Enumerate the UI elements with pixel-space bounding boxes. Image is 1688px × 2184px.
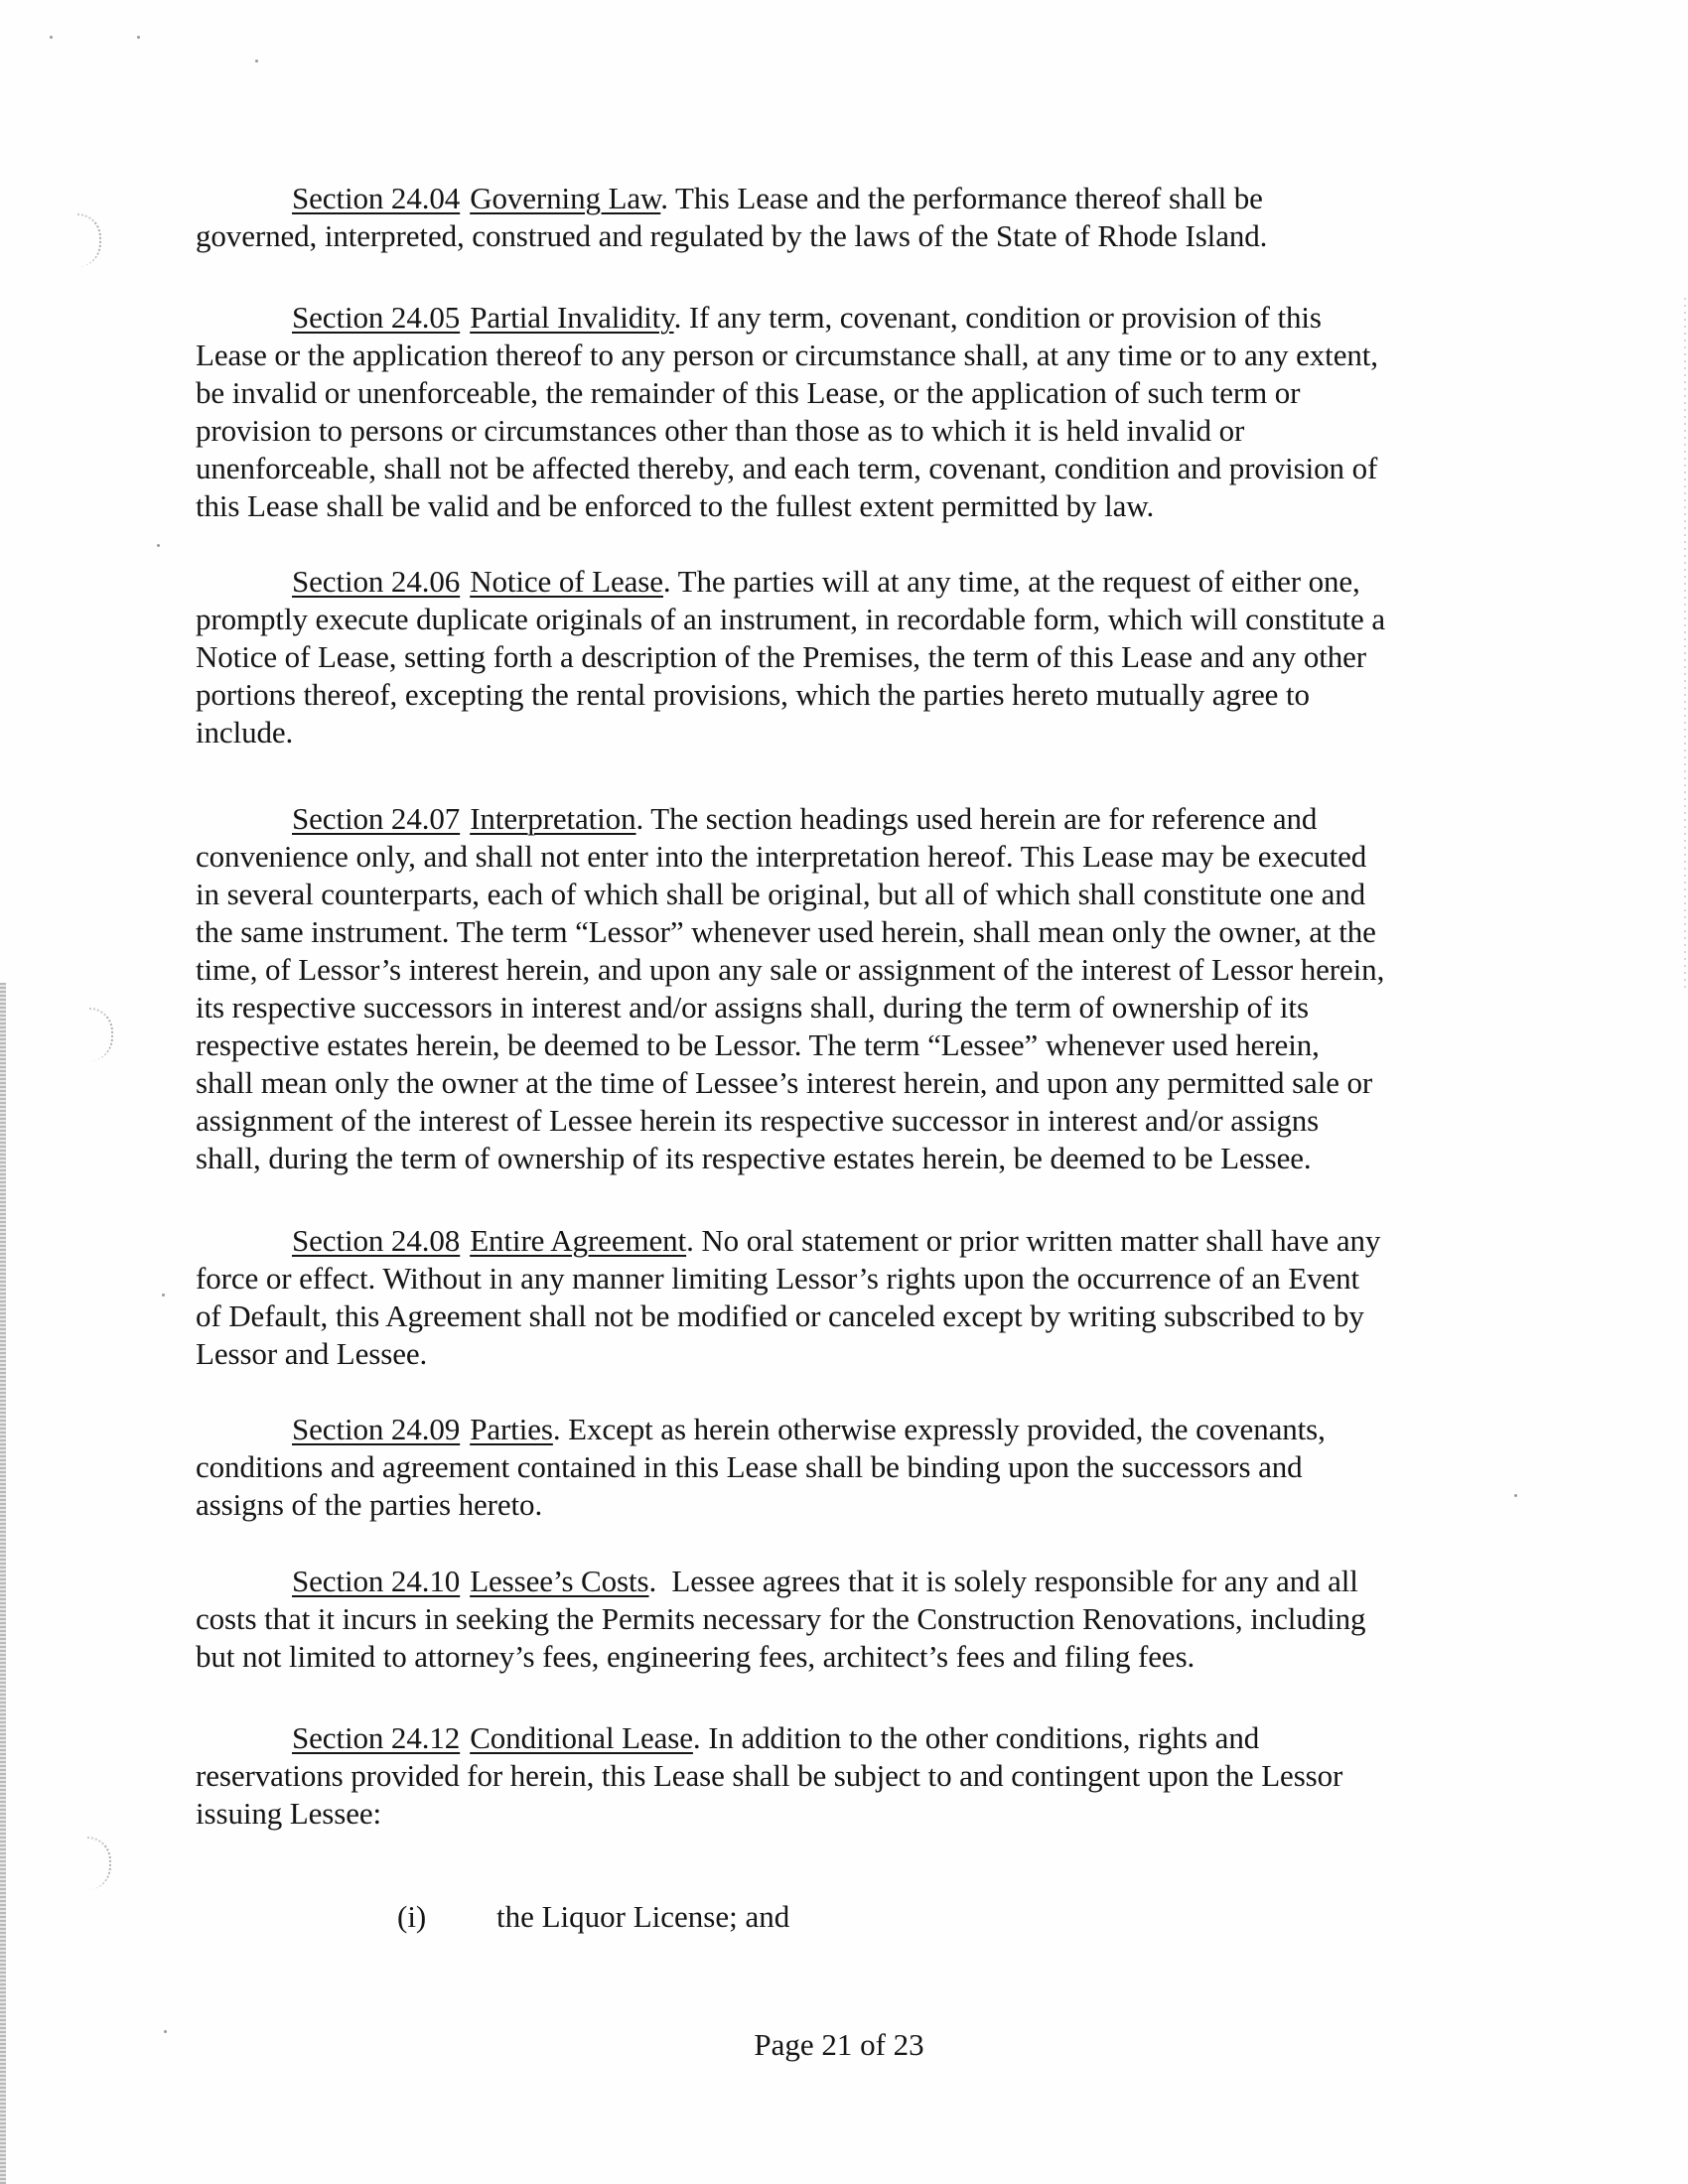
section-title: Governing Law — [470, 181, 661, 215]
section-number: Section 24.12 — [292, 1720, 461, 1755]
section-title: Lessee’s Costs — [470, 1564, 649, 1598]
section-text: time, of Lessor’s interest herein, and upon any sale or assignment of the interest of Lessor herein, — [196, 952, 1385, 987]
section-text: Lease or the application thereof to any person or circumstance shall, at any time or to any extent, — [196, 338, 1378, 372]
section-number: Section 24.09 — [292, 1412, 461, 1446]
punch-hole-mark — [87, 1837, 111, 1890]
page-footer — [0, 2026, 1688, 2064]
section-title: Conditional Lease — [470, 1720, 693, 1755]
section-number: Section 24.05 — [292, 300, 461, 335]
scan-speck — [157, 544, 160, 547]
section-text: costs that it incurs in seeking the Permits necessary for the Construction Renovations, including — [196, 1601, 1366, 1636]
section-text: include. — [196, 715, 294, 750]
scan-speck — [255, 60, 258, 63]
section-text: of Default, this Agreement shall not be modified or canceled except by writing subscribed to by — [196, 1298, 1364, 1333]
section-text: unenforceable, shall not be affected thereby, and each term, covenant, condition and provision of — [196, 451, 1378, 485]
section-text: in several counterparts, each of which shall be original, but all of which shall constitute one and — [196, 877, 1366, 911]
section-text: . The parties will at any time, at the request of either one, — [662, 564, 1360, 599]
section-title: Parties — [470, 1412, 553, 1446]
section-text: promptly execute duplicate originals of an instrument, in recordable form, which will constitute a — [196, 602, 1385, 636]
section-text: shall, during the term of ownership of its respective estates herein, be deemed to be Lessee. — [196, 1141, 1312, 1175]
section-number: Section 24.08 — [292, 1223, 461, 1258]
section-number: Section 24.06 — [292, 564, 461, 599]
scan-speck — [137, 36, 140, 39]
section-text: shall mean only the owner at the time of Lessee’s interest herein, and upon any permitted sale or — [196, 1065, 1373, 1100]
list-marker: (i) — [397, 1899, 427, 1934]
scan-edge-left — [0, 983, 6, 2184]
section-number: Section 24.04 — [292, 181, 461, 215]
section-text: convenience only, and shall not enter into the interpretation hereof. This Lease may be executed — [196, 839, 1367, 874]
section-text: governed, interpreted, construed and regulated by the laws of the State of Rhode Island. — [196, 218, 1268, 253]
section-24-08 — [196, 1222, 1526, 1373]
section-title: Entire Agreement — [470, 1223, 687, 1258]
section-24-05 — [196, 299, 1526, 525]
section-text: reservations provided for herein, this Lease shall be subject to and contingent upon the Lessor — [196, 1758, 1343, 1793]
section-text: Lessor and Lessee. — [196, 1336, 428, 1371]
page-number: Page 21 of 23 — [754, 2027, 924, 2062]
section-text: provision to persons or circumstances other than those as to which it is held invalid or — [196, 413, 1245, 448]
scan-speck — [162, 1294, 165, 1297]
section-text: the same instrument. The term “Lessor” whenever used herein, shall mean only the owner, at the — [196, 914, 1376, 949]
scan-speck — [50, 36, 53, 39]
section-24-10 — [196, 1563, 1526, 1676]
section-text: . Except as herein otherwise expressly provided, the covenants, — [552, 1412, 1326, 1446]
section-text: assigns of the parties hereto. — [196, 1487, 543, 1522]
section-text: force or effect. Without in any manner limiting Lessor’s rights upon the occurrence of an Event — [196, 1261, 1360, 1296]
section-24-06 — [196, 563, 1526, 751]
section-text: portions thereof, excepting the rental provisions, which the parties hereto mutually agree to — [196, 677, 1310, 712]
section-text: be invalid or unenforceable, the remainder of this Lease, or the application of such term or — [196, 375, 1301, 410]
list-text: the Liquor License; and — [496, 1899, 790, 1934]
section-24-09 — [196, 1411, 1526, 1524]
section-24-12 — [196, 1719, 1526, 1833]
section-number: Section 24.07 — [292, 801, 461, 836]
scan-edge-right — [1684, 298, 1686, 993]
section-text: its respective successors in interest and/or assigns shall, during the term of ownership of its — [196, 990, 1309, 1024]
section-text: . If any term, covenant, condition or provision of this — [673, 300, 1322, 335]
section-text: respective estates herein, be deemed to be Lessor. The term “Lessee” whenever used herein, — [196, 1027, 1320, 1062]
section-number: Section 24.10 — [292, 1564, 461, 1598]
section-text: conditions and agreement contained in this Lease shall be binding upon the successors and — [196, 1449, 1303, 1484]
section-title: Partial Invalidity — [470, 300, 674, 335]
section-title: Interpretation — [470, 801, 636, 836]
section-text: . Lessee agrees that it is solely responsible for any and all — [648, 1564, 1358, 1598]
section-text: issuing Lessee: — [196, 1796, 382, 1831]
section-24-07 — [196, 800, 1526, 1177]
section-text: . No oral statement or prior written matter shall have any — [686, 1223, 1381, 1258]
punch-hole-mark — [89, 1008, 113, 1061]
section-24-04 — [196, 180, 1526, 255]
section-text: this Lease shall be valid and be enforced to the fullest extent permitted by law. — [196, 488, 1155, 523]
section-text: . The section headings used herein are for reference and — [635, 801, 1318, 836]
section-text: Notice of Lease, setting forth a description of the Premises, the term of this Lease and any other — [196, 639, 1367, 674]
section-text: . In addition to the other conditions, rights and — [692, 1720, 1260, 1755]
section-text: but not limited to attorney’s fees, engineering fees, architect’s fees and filing fees. — [196, 1639, 1196, 1674]
section-text: assignment of the interest of Lessee herein its respective successor in interest and/or assigns — [196, 1103, 1320, 1138]
punch-hole-mark — [77, 213, 101, 267]
section-text: . This Lease and the performance thereof shall be — [660, 181, 1263, 215]
section-title: Notice of Lease — [470, 564, 663, 599]
